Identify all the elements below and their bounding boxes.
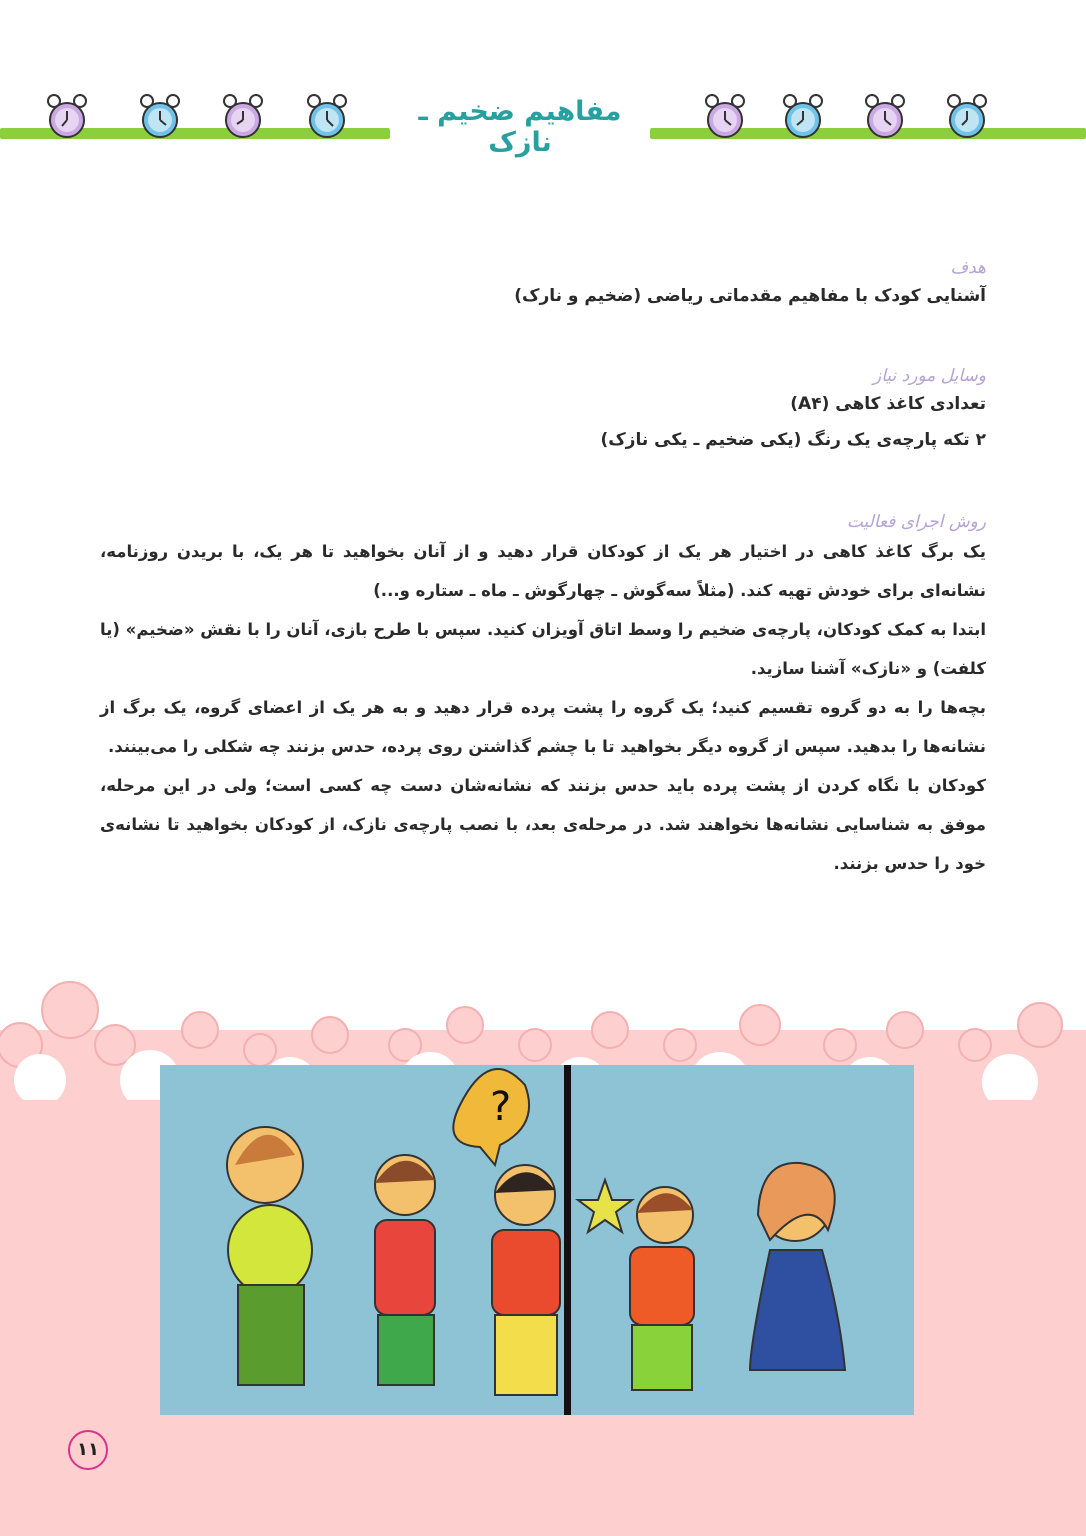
goal-section: [100, 258, 986, 314]
alarm-clock-icon: [860, 92, 910, 142]
method-paragraph: ابتدا به کمک کودکان، پارچه‌ی ضخیم را وسط اتاق آویزان کنید. سپس با طرح بازی، آنان را با نقش «ضخیم» (یا کلفت) و «نازک» آشنا سازید.: [100, 620, 986, 678]
alarm-clock-icon: [302, 92, 352, 142]
child-figure: [375, 1155, 435, 1385]
method-paragraph: یک برگ کاغذ کاهی در اختیار هر یک از کودکان قرار دهید و از آنان بخواهید تا هر یک، با بریدن روزنامه، نشانه‌ای برای خودش تهیه کند. (مثلاً سه‌گوش ـ چهارگوش ـ ماه ـ ستاره و...): [100, 542, 986, 600]
children-curtain-illustration: [160, 1065, 914, 1415]
alarm-clock-icon: [700, 92, 750, 142]
method-paragraph: کودکان با نگاه کردن از پشت پرده باید حدس بزنند که نشانه‌شان دست چه کسی است؛ ولی در این مرحله، موفق به شناسایی نشانه‌ها نخواهند شد. در مرحله‌ی بعد، با نصب پارچه‌ی نازک، از کودکان بخواهید تا نشانه‌ی خود را حدس بزنند.: [100, 776, 986, 873]
materials-heading: وسایل مورد نیاز: [873, 366, 986, 386]
page-number: ۱۱: [68, 1430, 108, 1470]
illustration-panel: [160, 1065, 914, 1415]
materials-item: تعدادی کاغذ کاهی (A۴): [790, 394, 986, 414]
child-figure: [750, 1163, 845, 1370]
goal-heading: هدف: [950, 258, 986, 278]
alarm-clock-icon: [942, 92, 992, 142]
curtain-line: [564, 1065, 571, 1415]
materials-section: [100, 366, 986, 458]
alarm-clock-icon: [135, 92, 185, 142]
method-section: [100, 512, 986, 883]
alarm-clock-icon: [778, 92, 828, 142]
alarm-clock-icon: [42, 92, 92, 142]
method-heading: روش اجرای فعالیت: [846, 512, 986, 532]
child-figure: [492, 1165, 560, 1395]
materials-item: ۲ تکه پارچه‌ی یک رنگ (یکی ضخیم ـ یکی نازک): [600, 430, 986, 450]
star-shape: [578, 1180, 632, 1232]
question-mark: ?: [490, 1084, 512, 1130]
goal-text: آشنایی کودک با مفاهیم مقدماتی ریاضی (ضخیم و نارک): [514, 286, 986, 306]
alarm-clock-icon: [218, 92, 268, 142]
child-figure: [630, 1187, 694, 1390]
method-paragraph: بچه‌ها را به دو گروه تقسیم کنید؛ یک گروه را پشت پرده قرار دهید و به هر یک از اعضای گروه، یک برگ از نشانه‌ها را بدهید. سپس از گروه دیگر بخواهید تا با چشم گذاشتن روی پرده، حدس بزنند چه شکلی را می‌بینند.: [100, 698, 986, 756]
child-figure: [227, 1127, 312, 1385]
page-title: مفاهیم ضخیم ـ نازک: [418, 96, 622, 158]
